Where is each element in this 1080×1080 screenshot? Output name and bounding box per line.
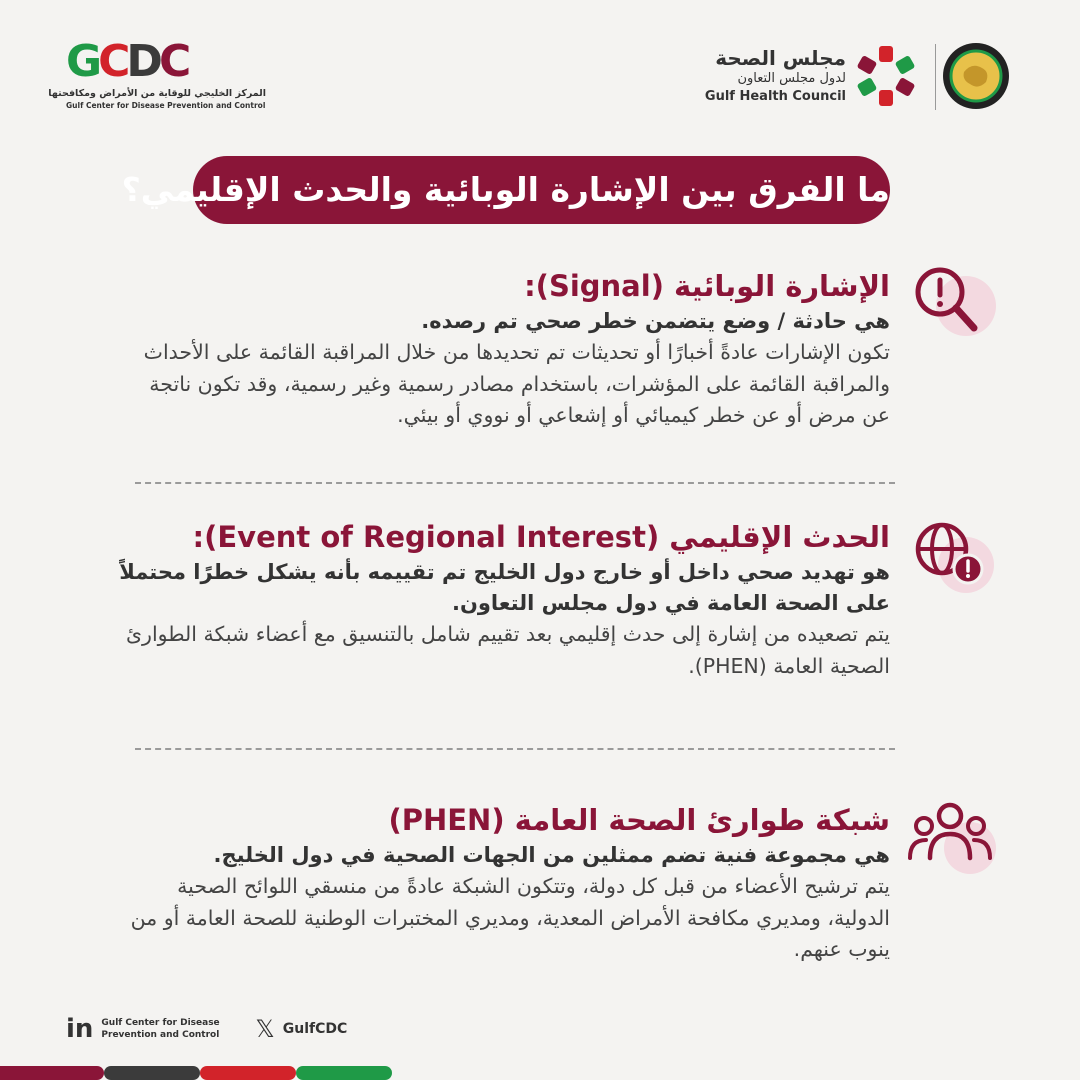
- gcdc-name-en: Gulf Center for Disease Prevention and Control: [66, 101, 266, 110]
- globe-alert-icon: [900, 515, 1000, 595]
- section-title: الإشارة الوبائية (Signal):: [524, 269, 890, 303]
- gcc-seal-icon: [942, 42, 1010, 110]
- ghc-name-ar: مجلس الصحة: [715, 46, 846, 70]
- divider: [135, 748, 895, 750]
- section-body: يتم ترشيح الأعضاء من قبل كل دولة، وتتكون الشبكة عادةً من منسقي اللوائح الصحية الدولية، ومديري مكافحة الأمراض المعدية، ومديري المختبرات الوطنية للصحة العامة أو من ينوب عنهم.: [130, 874, 890, 961]
- section-definition: هي حادثة / وضع يتضمن خطر صحي تم رصده.: [421, 309, 890, 333]
- ghc-emblem-icon: [852, 42, 920, 110]
- section-regional-event: [100, 517, 890, 682]
- ghc-name-en: Gulf Health Council: [704, 89, 846, 104]
- section-body: تكون الإشارات عادةً أخبارًا أو تحديثات تم تحديدها من خلال المراقبة القائمة على الأحداث والمراقبة القائمة على المؤشرات، باستخدام مصادر رسمية وغير رسمية، وقد تكون ناتجة عن مرض أو عن خطر كيميائي أو إشعاعي أو نووي أو بيئي.: [143, 340, 890, 427]
- footer-social: [66, 1016, 347, 1042]
- section-body: يتم تصعيده من إشارة إلى حدث إقليمي بعد تقييم شامل بالتنسيق مع أعضاء شبكة الطوارئ الصحية العامة (PHEN).: [126, 622, 890, 678]
- divider: [135, 482, 895, 484]
- linkedin-icon[interactable]: in: [66, 1014, 94, 1044]
- ghc-logo-text: [705, 46, 846, 106]
- logo-divider: [935, 44, 936, 110]
- section-definition: هي مجموعة فنية تضم ممثلين من الجهات الصحية في دول الخليج.: [213, 843, 890, 867]
- section-phen: [130, 800, 890, 966]
- group-icon: [900, 796, 1000, 876]
- x-handle[interactable]: GulfCDC: [282, 1021, 348, 1037]
- section-title: الحدث الإقليمي (Event of Regional Interest):: [192, 520, 890, 554]
- color-bar-maroon: [0, 1066, 104, 1080]
- color-bar-dark: [104, 1066, 200, 1080]
- section-signal: [130, 266, 890, 432]
- linkedin-account[interactable]: Gulf Center for Disease Prevention and Control: [101, 1018, 220, 1040]
- alert-search-icon: [900, 262, 1000, 342]
- ghc-sub-ar: لدول مجلس التعاون: [737, 71, 846, 86]
- gcdc-logo: [48, 36, 266, 110]
- color-bar-green: [296, 1066, 392, 1080]
- section-definition: هو تهديد صحي داخل أو خارج دول الخليج تم تقييمه بأنه يشكل خطرًا محتملاً على الصحة العامة في دول مجلس التعاون.: [119, 560, 890, 615]
- page-title: ما الفرق بين الإشارة الوبائية والحدث الإقليمي؟: [193, 156, 890, 224]
- gcdc-wordmark: GCDC: [66, 36, 188, 87]
- section-title: شبكة طوارئ الصحة العامة (PHEN): [388, 803, 890, 837]
- x-twitter-icon[interactable]: 𝕏: [255, 1015, 275, 1043]
- color-bar-red: [200, 1066, 296, 1080]
- gcdc-name-ar: المركز الخليجي للوقاية من الأمراض ومكافحتها: [48, 88, 266, 99]
- header: [0, 0, 1080, 140]
